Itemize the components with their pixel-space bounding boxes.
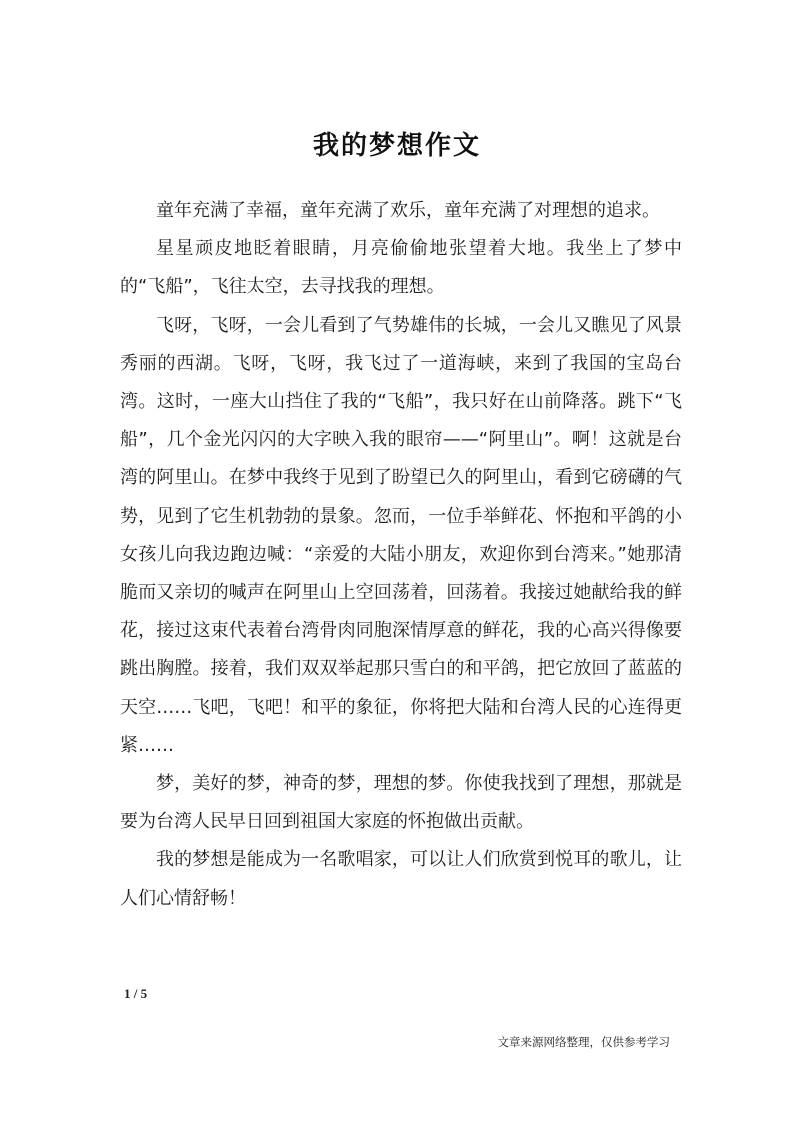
paragraph-1: 童年充满了幸福，童年充满了欢乐，童年充满了对理想的追求。 — [156, 200, 660, 221]
paragraph-4: 梦，美好的梦，神奇的梦，理想的梦。你使我找到了理想，那就是要为台湾人民早日回到祖国大家庭的怀抱做出贡献。 — [120, 773, 682, 833]
article-body — [120, 192, 682, 918]
paragraph-2: 星星顽皮地眨着眼睛，月亮偷偷地张望着大地。我坐上了梦中的“飞船”，飞往太空，去寻找我的理想。 — [120, 238, 682, 298]
page-number: 1 / 5 — [124, 986, 148, 1001]
footer-note: 文章来源网络整理，仅供参考学习 — [497, 1035, 670, 1049]
paragraph-3: 飞呀，飞呀，一会儿看到了气势雄伟的长城，一会儿又瞧见了风景秀丽的西湖。飞呀，飞呀，我飞过了一道海峡，来到了我国的宝岛台湾。这时，一座大山挡住了我的“飞船”，我只好在山前降落。跳下“飞船”，几个金光闪闪的大字映入我的眼帘——“阿里山”。啊！这就是台湾的阿里山。在梦中我终于见到了盼望已久的阿里山，看到它磅礴的气势，见到了它生机勃勃的景象。忽而，一位手举鲜花、怀抱和平鸽的小女孩儿向我边跑边喊：“亲爱的大陆小朋友，欢迎你到台湾来。”她那清脆而又亲切的喊声在阿里山上空回荡着，回荡着。我接过她献给我的鲜花，接过这束代表着台湾骨肉同胞深情厚意的鲜花，我的心高兴得像要跳出胸膛。接着，我们双双举起那只雪白的和平鸽，把它放回了蓝蓝的天空……飞吧，飞吧！和平的象征，你将把大陆和台湾人民的心连得更紧…… — [120, 314, 682, 756]
paragraph-5: 我的梦想是能成为一名歌唱家，可以让人们欣赏到悦耳的歌儿，让人们心情舒畅！ — [120, 849, 682, 909]
page-title: 我的梦想作文 — [312, 131, 481, 161]
